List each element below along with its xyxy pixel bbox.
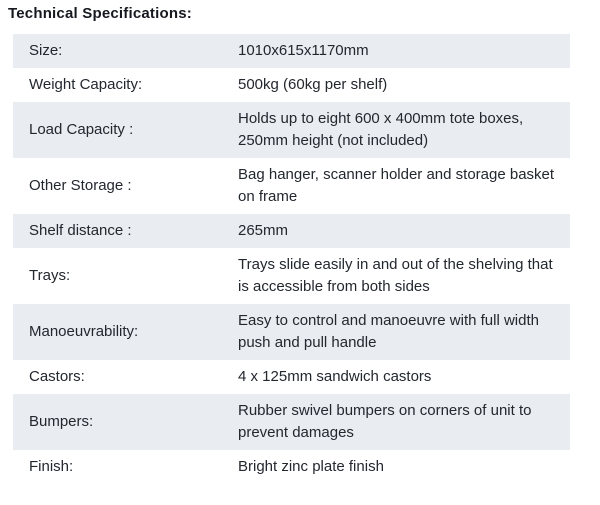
spec-row <box>13 248 570 304</box>
spec-row <box>13 214 570 248</box>
spec-label: Trays: <box>29 267 71 284</box>
spec-row <box>13 394 570 450</box>
spec-label: Weight Capacity: <box>29 76 143 93</box>
spec-row <box>13 102 570 158</box>
spec-value: 500kg (60kg per shelf) <box>238 76 388 93</box>
spec-row <box>13 158 570 214</box>
section-title: Technical Specifications: <box>8 5 192 22</box>
spec-label: Size: <box>29 42 63 59</box>
spec-row <box>13 68 570 102</box>
spec-row <box>13 450 570 484</box>
spec-value: Easy to control and manoeuvre with full width push and pull handle <box>238 312 539 351</box>
spec-value: Holds up to eight 600 x 400mm tote boxes, 250mm height (not included) <box>238 110 524 149</box>
spec-value: Trays slide easily in and out of the shelving that is accessible from both sides <box>238 256 553 295</box>
spec-label: Load Capacity : <box>29 121 134 138</box>
spec-value: 1010x615x1170mm <box>238 42 369 59</box>
spec-value: Bright zinc plate finish <box>238 458 384 475</box>
spec-value: 4 x 125mm sandwich castors <box>238 368 432 385</box>
spec-label: Finish: <box>29 458 74 475</box>
spec-value: 265mm <box>238 222 289 239</box>
spec-row <box>13 304 570 360</box>
spec-value: Bag hanger, scanner holder and storage basket on frame <box>238 166 555 205</box>
spec-table <box>13 34 570 484</box>
spec-label: Manoeuvrability: <box>29 323 139 340</box>
spec-row <box>13 360 570 394</box>
spec-label: Other Storage : <box>29 177 132 194</box>
spec-label: Bumpers: <box>29 413 94 430</box>
spec-label: Castors: <box>29 368 85 385</box>
spec-value: Rubber swivel bumpers on corners of unit to prevent damages <box>238 402 532 441</box>
spec-label: Shelf distance : <box>29 222 132 239</box>
spec-row <box>13 34 570 68</box>
